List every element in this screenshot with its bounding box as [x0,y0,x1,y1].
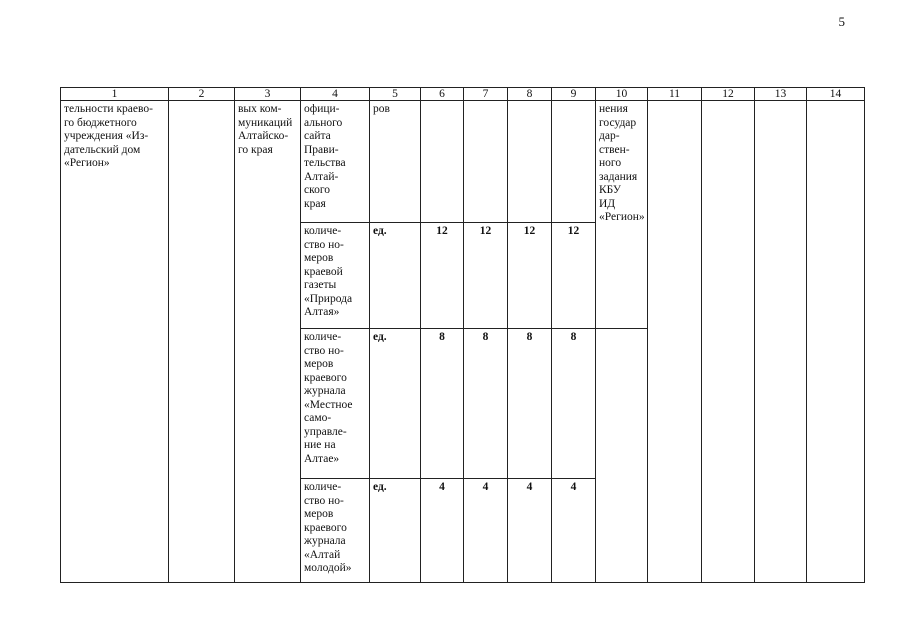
value-cell: 8 [464,329,508,479]
column-header: 3 [235,88,301,101]
institution-cell: тельности краево- го бюджетного учреждения «Из- дательский дом «Регион» [61,101,169,583]
value-cell: 8 [552,329,596,479]
program-cell: вых ком- муникаций Алтайско- го края [235,101,301,583]
indicator-cell: количе- ство но- меров краевой газеты «Природа Алтая» [301,223,370,329]
value-cell: 8 [421,329,464,479]
empty-cell [169,101,235,583]
value-cell: 4 [508,479,552,583]
value-cell: 4 [421,479,464,583]
table-header-row [61,88,865,101]
empty-cell [807,101,865,583]
value-cell: 12 [508,223,552,329]
column-header: 6 [421,88,464,101]
unit-cell: ед. [370,329,421,479]
column-header: 2 [169,88,235,101]
value-cell: 12 [552,223,596,329]
column-header: 8 [508,88,552,101]
value-cell: 12 [421,223,464,329]
indicator-cell: количе- ство но- меров краевого журнала «Местное само- управле- ние на Алтае» [301,329,370,479]
column-header: 14 [807,88,865,101]
unit-cell: ед. [370,479,421,583]
column-header: 11 [648,88,702,101]
value-cell: 4 [552,479,596,583]
column-header: 4 [301,88,370,101]
column-header: 9 [552,88,596,101]
column-header: 1 [61,88,169,101]
note-cell: нения государ дар- ствен- ного задания КБУ ИД «Регион» [596,101,648,329]
value-cell [552,101,596,223]
unit-cell: ед. [370,223,421,329]
indicator-cell: количе- ство но- меров краевого журнала «Алтай молодой» [301,479,370,583]
page-number: 5 [838,14,845,29]
indicator-cell: офици- ального сайта Прави- тельства Алтай- ского края [301,101,370,223]
value-cell [508,101,552,223]
column-header: 5 [370,88,421,101]
value-cell: 8 [508,329,552,479]
table-row [61,101,865,223]
empty-cell [702,101,755,583]
column-header: 10 [596,88,648,101]
value-cell: 4 [464,479,508,583]
value-cell: 12 [464,223,508,329]
unit-cell: ров [370,101,421,223]
empty-cell [596,329,648,583]
empty-cell [755,101,807,583]
value-cell [421,101,464,223]
column-header: 12 [702,88,755,101]
column-header: 13 [755,88,807,101]
empty-cell [648,101,702,583]
column-header: 7 [464,88,508,101]
value-cell [464,101,508,223]
data-table [60,87,865,583]
